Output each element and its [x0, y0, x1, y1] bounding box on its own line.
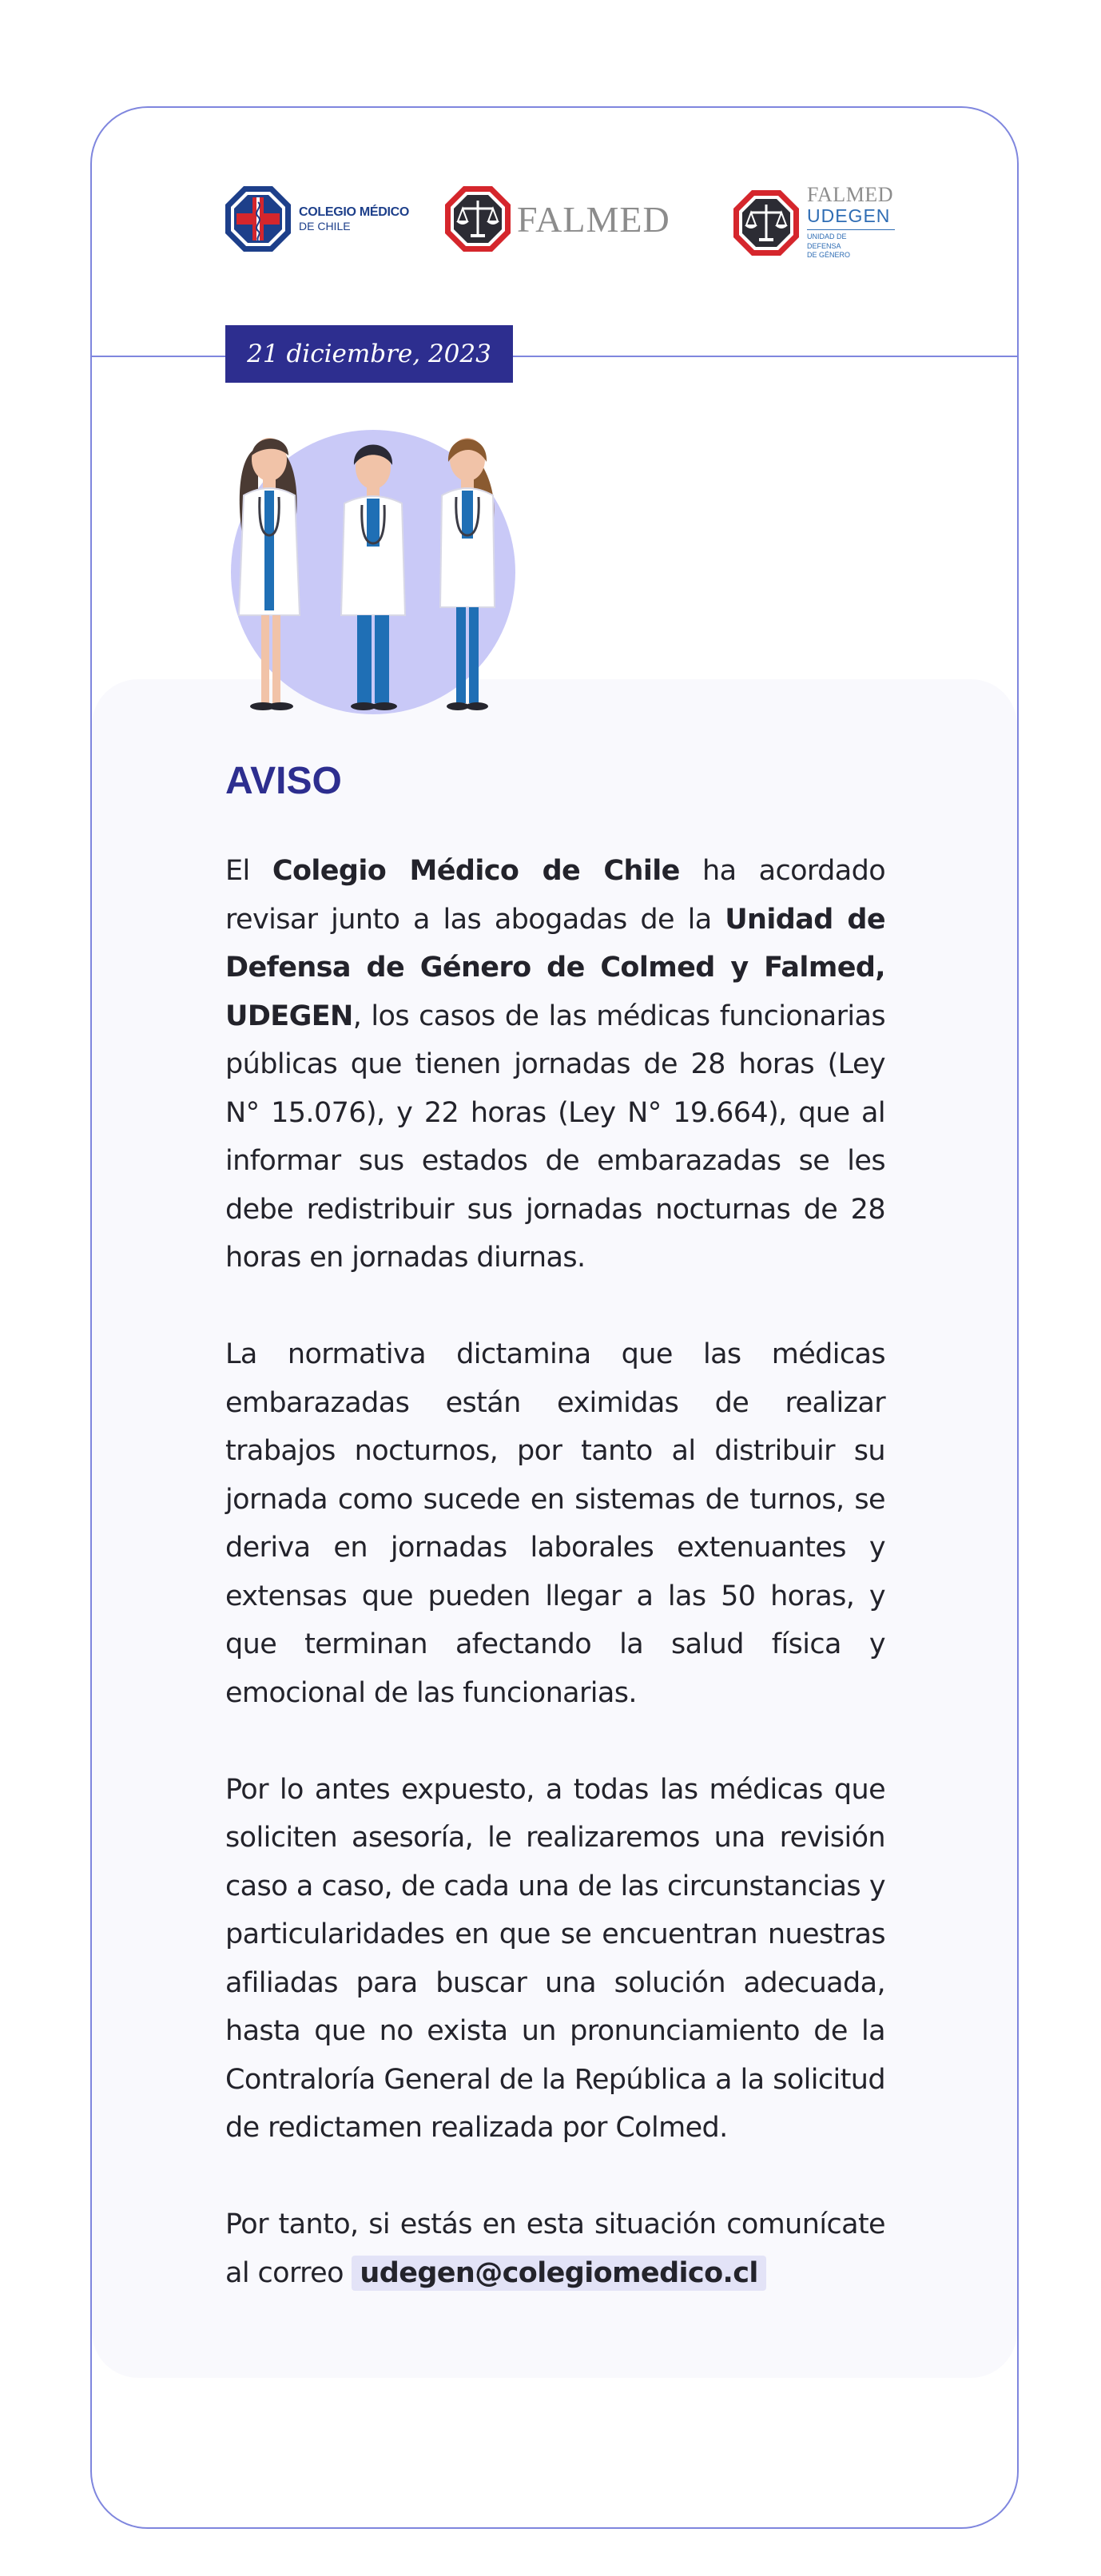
falmed-logo: [443, 185, 670, 253]
p1-text-1: El: [225, 855, 272, 887]
p4-text: Por tanto, si estás en esta situación comunícate al correo: [225, 2208, 885, 2289]
notice-body: [225, 847, 885, 2346]
paragraph-4: [225, 2200, 885, 2297]
falmed-logo-text: FALMED: [517, 198, 670, 240]
udegen-logo-top: FALMED: [807, 183, 893, 206]
notice-title: AVISO: [225, 760, 342, 802]
paragraph-1: [225, 847, 885, 1282]
udegen-sub-line2: DEFENSA: [807, 241, 841, 250]
colegio-medico-logo: [224, 185, 409, 253]
falmed-scales-icon: [443, 185, 512, 253]
colegio-logo-line2: DE CHILE: [299, 220, 351, 233]
p1-text-2: ha acordado revisar junto a las abogadas de la: [225, 855, 886, 936]
p1-text-3: , los casos de las médicas funcionarias públicas que tienen jornadas de 28 horas (Ley N° 15.076), y 22 horas (Ley N° 19.664), que al informar sus estados de embarazadas se les debe redistribuir sus jornadas nocturnas de 28 horas en jornadas diurnas.: [225, 1000, 885, 1274]
date-badge: 21 diciembre, 2023: [225, 325, 513, 383]
paragraph-2: La normativa dictamina que las médicas embarazadas están eximidas de realizar trabajos nocturnos, por tanto al distribuir su jornada como sucede en sistemas de turnos, se deriva en jornadas laborales extenuantes y extensas que pueden llegar a las 50 horas, y que terminan afectando la salud física y emocional de las funcionarias.: [225, 1338, 885, 1709]
udegen-scales-icon: [732, 189, 801, 257]
udegen-logo-sub: [807, 229, 895, 260]
colegio-logo-line1: COLEGIO MÉDICO: [299, 205, 410, 219]
female-doctors-illustration: [220, 423, 539, 719]
email-link[interactable]: udegen@colegiomedico.cl: [352, 2256, 765, 2291]
udegen-sub-line1: UNIDAD DE: [807, 233, 847, 241]
p1-bold-udegen: Unidad de Defensa de Género de Colmed y Falmed, UDEGEN: [225, 903, 886, 1032]
colegio-medico-emblem-icon: [224, 185, 292, 253]
p1-bold-colegio: Colegio Médico de Chile: [272, 855, 680, 887]
udegen-sub-line3: DE GÉNERO: [807, 251, 851, 260]
udegen-logo: [732, 185, 895, 260]
udegen-logo-main: UDEGEN: [807, 205, 891, 226]
notice-card: [90, 106, 1019, 2529]
paragraph-3: Por lo antes expuesto, a todas las médicas que soliciten asesoría, le realizaremos una revisión caso a caso, de cada una de las circunstancias y particularidades en que se encuentran nuestras afiliadas para buscar una solución adecuada, hasta que no exista un pronunciamiento de la Contraloría General de la República a la solicitud de redictamen realizada por Colmed.: [225, 1773, 885, 2144]
